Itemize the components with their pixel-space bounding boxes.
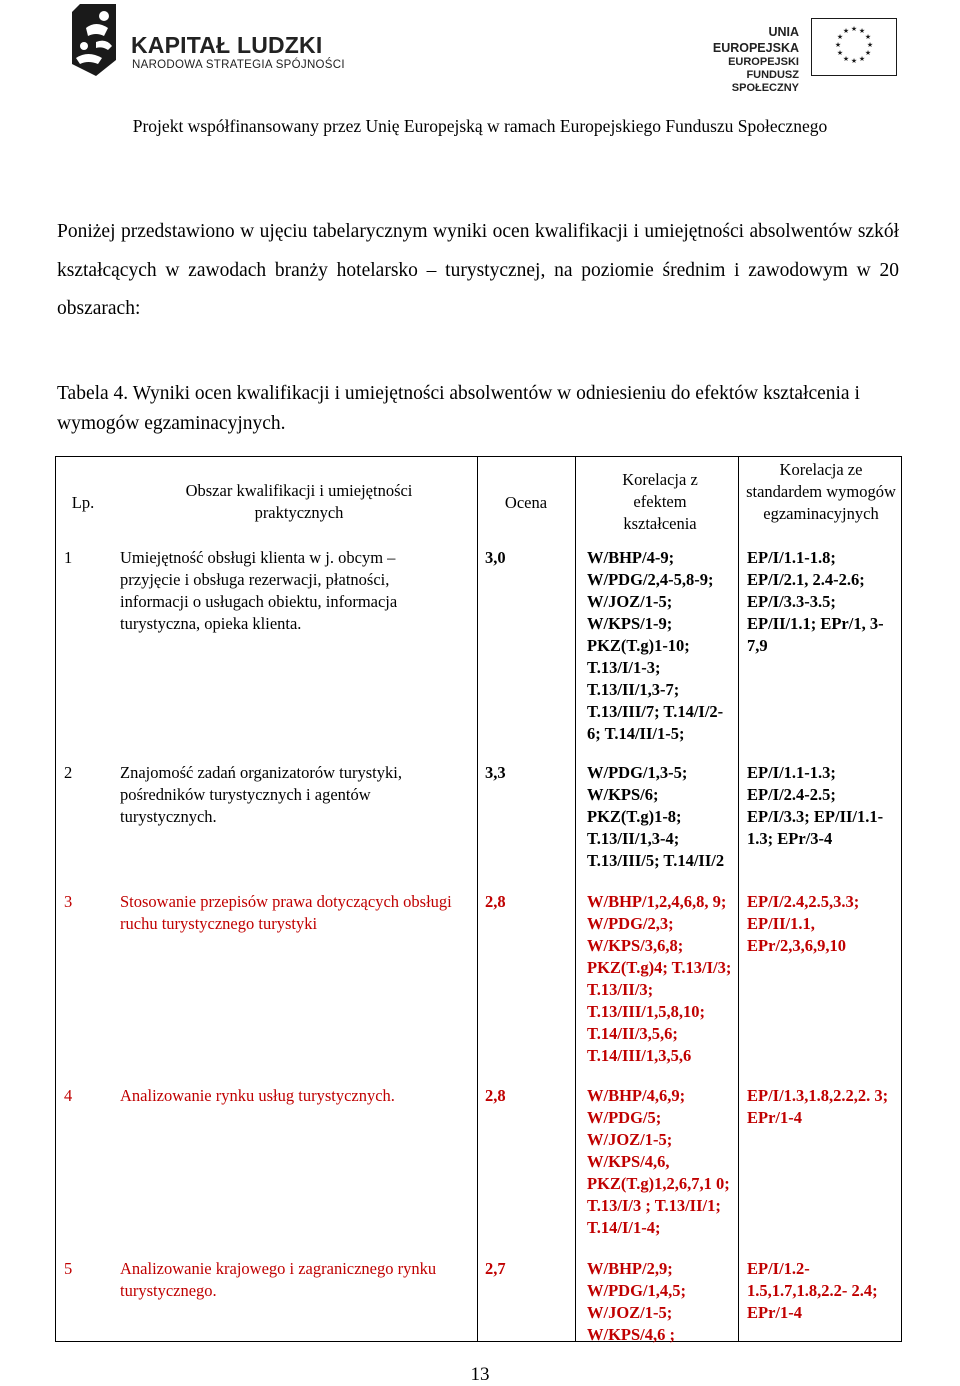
row3-effects: W/BHP/1,2,4,6,8, 9; W/PDG/2,3; W/KPS/3,6,8; PKZ(T.g)4; T.13/I/3; T.13/II/3; T.13/III/1,5,8,10; T.14/II/3,5,6; T.14/III/1,3,5,6	[587, 892, 732, 1065]
intro-paragraph: Poniżej przedstawiono w ujęciu tabelarycznym wyniki ocen kwalifikacji i umiejętności absolwentów szkół kształcących w zawodach branży hotelarsko – turystycznej, na poziomie średnim i zawodowym w 20 obszarach:	[57, 221, 899, 319]
row2-effects: W/PDG/1,3-5; W/KPS/6; PKZ(T.g)1-8; T.13/II/1,3-4; T.13/III/5; T.14/II/2	[587, 763, 725, 870]
eu-logo-line2: EUROPEJSKI	[728, 56, 799, 68]
eu-logo-line1: UNIA EUROPEJSKA	[712, 25, 799, 55]
page-number: 13	[470, 1364, 490, 1385]
row5-effects: W/BHP/2,9; W/PDG/1,4,5; W/JOZ/1-5; W/KPS/4,6 ;	[587, 1259, 686, 1344]
header-standards: Korelacja ze standardem wymogów egzaminacyjnych	[746, 460, 896, 523]
svg-text:★: ★	[866, 41, 874, 49]
eu-logo	[693, 18, 897, 94]
row1-grade: 3,0	[485, 548, 506, 567]
row2-grade: 3,3	[485, 763, 506, 782]
row5-standards: EP/I/1.2- 1.5,1.7,1.8,2.2- 2.4; EPr/1-4	[747, 1259, 878, 1322]
svg-text:★: ★	[836, 33, 844, 41]
svg-text:★: ★	[850, 57, 858, 65]
svg-text:★: ★	[842, 27, 850, 35]
row2-lp: 2	[64, 763, 73, 782]
row4-effects: W/BHP/4,6,9; W/PDG/5; W/JOZ/1-5; W/KPS/4,6, PKZ(T.g)1,2,6,7,1 0; T.13/I/3 ; T.13/II/1; T.14/I/1-4;	[587, 1086, 730, 1237]
project-cofinancing-line: Projekt współfinansowany przez Unię Europejską w ramach Europejskiego Funduszu Społecznego	[132, 116, 828, 136]
kapital-ludzki-subtitle: NARODOWA STRATEGIA SPÓJNOŚCI	[132, 59, 345, 71]
row1-area: Umiejętność obsługi klienta w j. obcym – przyjęcie i obsługa rezerwacji, płatności, informacji o usługach obiektu, informacja turystyczna, opieka klienta.	[120, 548, 398, 633]
kapital-ludzki-emblem-icon	[66, 2, 122, 78]
table-caption-text: Wyniki ocen kwalifikacji i umiejętności absolwentów w odniesieniu do efektów kształcenia i wymogów egzaminacyjnych.	[57, 383, 860, 434]
header-effects: Korelacja z efektem kształcenia	[622, 470, 698, 533]
header-area: Obszar kwalifikacji i umiejętności praktycznych	[185, 481, 413, 522]
row1-lp: 1	[64, 548, 73, 567]
row3-grade: 2,8	[485, 892, 506, 911]
svg-text:★: ★	[858, 27, 866, 35]
row3-standards: EP/I/2.4,2.5,3.3; EP/II/1.1, EPr/2,3,6,9,10	[747, 892, 860, 955]
row3-lp: 3	[64, 892, 73, 911]
row2-standards: EP/I/1.1-1.3; EP/I/2.4-2.5; EP/I/3.3; EP/II/1.1-1.3; EPr/3-4	[747, 763, 884, 848]
svg-text:★: ★	[850, 25, 858, 33]
row4-grade: 2,8	[485, 1086, 506, 1105]
kapital-ludzki-logo	[66, 2, 406, 82]
row4-standards: EP/I/1.3,1.8,2.2,2. 3; EPr/1-4	[747, 1086, 889, 1127]
row1-effects: W/BHP/4-9; W/PDG/2,4-5,8-9; W/JOZ/1-5; W/KPS/1-9; PKZ(T.g)1-10; T.13/I/1-3; T.13/II/1,3-7; T.13/III/7; T.14/I/2-6; T.14/II/1-5;	[587, 548, 724, 743]
svg-text:★: ★	[864, 33, 872, 41]
row4-lp: 4	[64, 1086, 73, 1105]
row1-standards: EP/I/1.1-1.8; EP/I/2.1, 2.4-2.6; EP/I/3.3-3.5; EP/II/1.1; EPr/1, 3-7,9	[747, 548, 884, 655]
table-caption-label: Tabela 4.	[57, 383, 129, 404]
svg-text:★: ★	[858, 55, 866, 63]
row3-area: Stosowanie przepisów prawa dotyczących obsługi ruchu turystycznego turystyki	[120, 892, 452, 933]
eu-logo-line3: FUNDUSZ SPOŁECZNY	[731, 69, 799, 94]
header-lp: Lp.	[71, 493, 95, 512]
svg-text:★: ★	[834, 41, 842, 49]
row5-lp: 5	[64, 1259, 73, 1278]
row5-area: Analizowanie krajowego i zagranicznego rynku turystycznego.	[120, 1259, 437, 1300]
row2-area: Znajomość zadań organizatorów turystyki, pośredników turystycznych i agentów turystycznych.	[120, 763, 402, 826]
svg-text:★: ★	[842, 55, 850, 63]
header-grade: Ocena	[504, 493, 548, 512]
eu-flag-icon	[811, 18, 897, 76]
svg-text:★: ★	[836, 49, 844, 57]
row5-grade: 2,7	[485, 1259, 506, 1278]
results-table	[55, 456, 902, 1342]
kapital-ludzki-name: KAPITAŁ LUDZKI	[131, 32, 323, 58]
table-caption	[57, 379, 899, 439]
svg-text:★: ★	[864, 49, 872, 57]
row4-area: Analizowanie rynku usług turystycznych.	[120, 1086, 395, 1105]
